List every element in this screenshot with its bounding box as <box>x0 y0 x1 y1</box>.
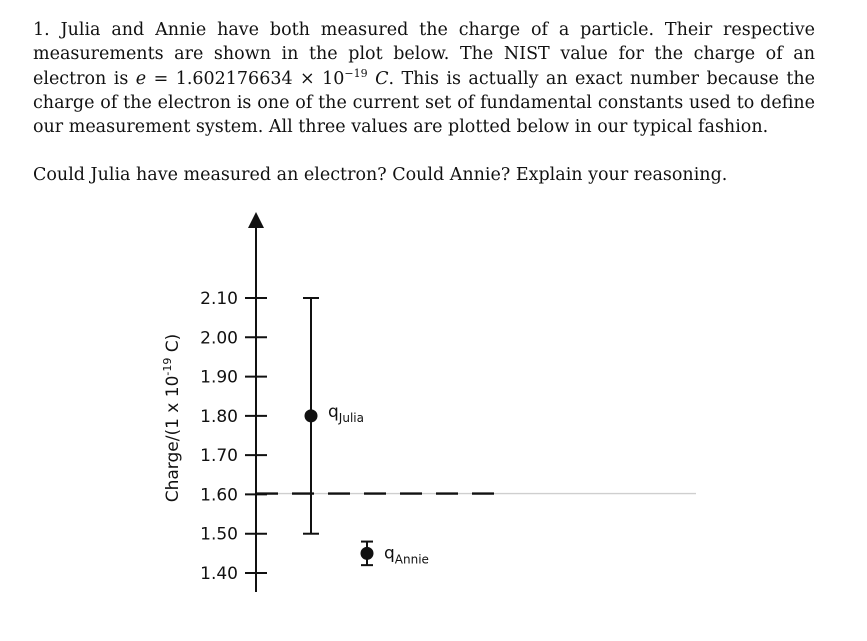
point-label: $q_{Julia}$ <box>328 401 364 425</box>
y-tick-label: 1.50 <box>200 524 238 545</box>
point-label: $q_{Annie}$ <box>384 543 429 567</box>
problem-question: Could Julia have measured an electron? Could Annie? Explain your reasoning. <box>33 165 728 186</box>
data-point <box>305 409 318 422</box>
point-julia <box>303 298 364 534</box>
y-tick-label: 1.90 <box>200 367 238 388</box>
y-axis-title: Charge/(1 x $10^{-19}$ C) <box>161 333 183 503</box>
y-axis-title-exponent: -19 <box>161 357 174 376</box>
y-axis-arrow <box>248 212 264 228</box>
problem-intro-b: . This is actually an exact number because the charge of the electron is one of the current set of fundamental constants used to define our measurement system. All three values are plotted below in our typical fashion. <box>33 68 815 138</box>
electron-unit: C <box>367 68 389 89</box>
problem-number: 1. <box>33 20 50 40</box>
y-tick-label: 1.60 <box>200 485 238 506</box>
y-tick-label: 1.40 <box>200 564 238 584</box>
problem-intro-a: Julia and Annie have both measured the charge of a particle. Their respective measurements are shown in the plot below. The NIST value for the charge of an electron is <box>33 20 815 89</box>
data-point <box>361 547 374 560</box>
y-tick-label: 1.80 <box>200 406 238 427</box>
y-axis-title-unit: C) <box>163 333 183 358</box>
y-tick-label: 1.70 <box>200 446 238 467</box>
y-tick-label: 2.10 <box>200 289 238 309</box>
point-annie <box>361 542 429 567</box>
y-tick-label: 2.00 <box>200 328 238 349</box>
electron-value: = 1.602176634 × 10 <box>146 68 345 89</box>
electron-exponent: −19 <box>344 66 368 80</box>
electron-symbol: e <box>135 68 147 89</box>
measurement-points <box>303 298 429 566</box>
